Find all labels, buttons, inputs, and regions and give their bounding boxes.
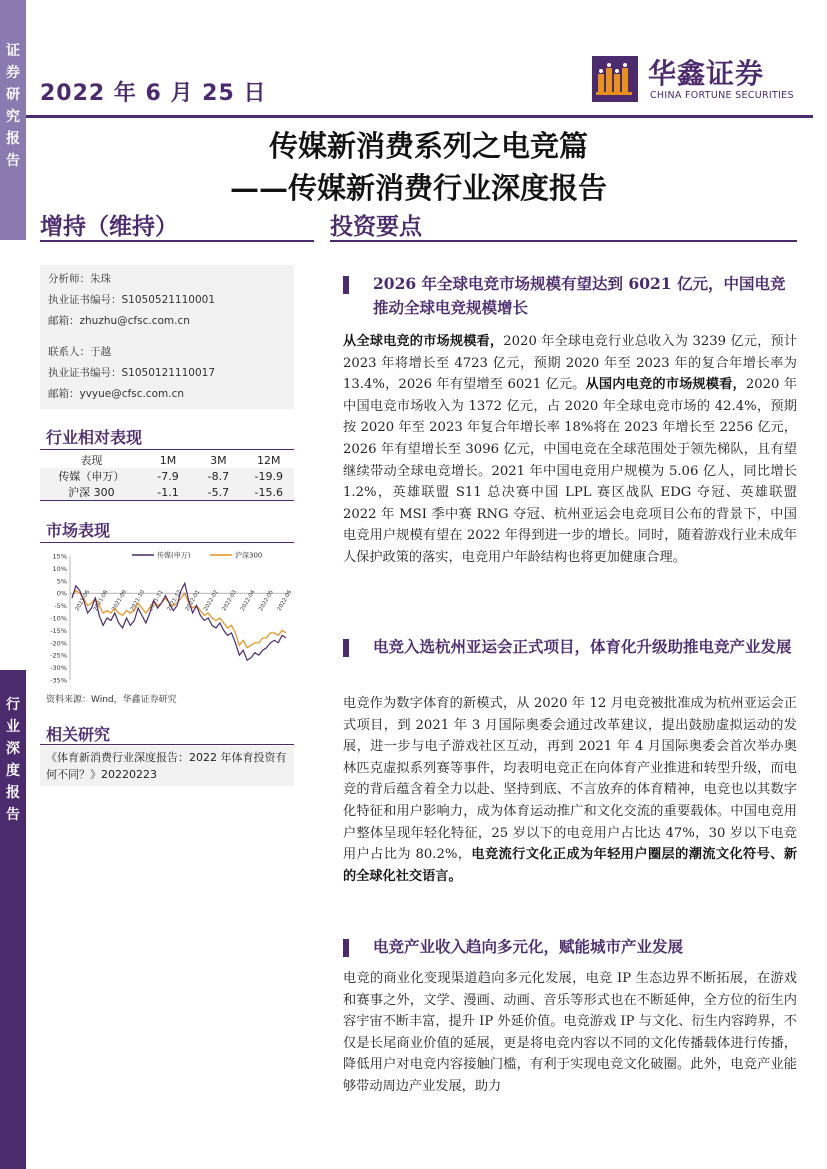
key-points-heading: 投资要点 — [330, 213, 422, 240]
analyst-name: 分析师：朱珠 — [48, 273, 111, 285]
table-cell: -15.6 — [244, 484, 294, 501]
table-cell: -1.1 — [143, 484, 193, 501]
rating-underline — [40, 240, 314, 242]
bold-text-run: 电竞流行文化正成为年轻用户圈层的潮流文化符号、新的全球化社交语言。 — [343, 847, 798, 884]
table-cell: -19.9 — [244, 468, 294, 484]
section-paragraph — [343, 331, 797, 569]
y-tick-label: -30% — [50, 664, 67, 673]
x-tick-label: 2021-12 — [166, 589, 184, 613]
market-chart — [40, 548, 294, 688]
legend-label: 沪深300 — [235, 551, 263, 560]
key-points-underline — [330, 240, 797, 242]
table-row — [40, 468, 294, 484]
section-heading: 电竞入选杭州亚运会正式项目，体育化升级助推电竞产业发展 — [343, 635, 797, 659]
table-cell: -7.9 — [143, 468, 193, 484]
logo-mark-icon — [592, 56, 638, 102]
section-heading: 2026 年全球电竞市场规模有望达到 6021 亿元，中国电竞推动全球电竞规模增长 — [343, 272, 797, 320]
y-tick-label: -20% — [50, 639, 67, 648]
side-label-bottom: 行 业 深 度 报 告 — [6, 697, 20, 823]
y-tick-label: -5% — [54, 602, 67, 611]
y-tick-label: 0% — [56, 589, 67, 598]
y-tick-label: -35% — [50, 676, 67, 685]
table-header-row — [40, 452, 294, 468]
section-paragraph — [343, 693, 797, 887]
contact-cert: 执业证书编号：S1050121110017 — [48, 367, 216, 379]
market-heading: 市场表现 — [46, 521, 111, 540]
related-heading: 相关研究 — [46, 725, 111, 744]
related-research-item: 《体育新消费行业深度报告：2022 年体育投资有何不同？》20220223 — [40, 746, 294, 786]
performance-table — [40, 452, 294, 501]
text-run: 电竞作为数字体育的新模式，从 2020 年 12 月电竞被批准成为杭州亚运会正式项目，到 2021 年 3 月国际奥委会通过改革建议，提出鼓励虚拟运动的发展，进一步与电子游戏社区互动，再到 2021 年 4 月国际奥委会首次举办奥林匹克虚拟系列赛等事件，均表明电竞正在向体育产业推进和转型升级，而电竞的背后蕴含着全力以赴、坚持到底、不言放弃的体育精神，电竞也以其数字化特征和用户影响力，成为体育运动推广和文化交流的重要载体。中国电竞用户整体呈现年轻化特征，25 岁以下的电竞用户占比达 47%，30 岁以下电竞用户占比为 80.2%， — [343, 696, 797, 863]
x-tick-label: 2021-10 — [129, 589, 147, 613]
table-cell: -8.7 — [193, 468, 243, 484]
contact-name: 联系人：于越 — [48, 346, 111, 358]
contact-email: 邮箱：yvyue@cfsc.com.cn — [48, 388, 184, 400]
analyst-email: 邮箱：zhuzhu@cfsc.com.cn — [48, 315, 190, 327]
report-date: 2022 年 6 月 25 日 — [40, 81, 267, 106]
x-tick-label: 2022-04 — [239, 589, 257, 613]
x-tick-label: 2021-11 — [147, 589, 165, 613]
side-label-top: 证 券 研 究 报 告 — [6, 43, 20, 169]
section-paragraph — [343, 968, 797, 1098]
report-title: 传媒新消费系列之电竞篇 — [268, 129, 588, 163]
analyst-cert: 执业证书编号：S1050521110001 — [48, 294, 216, 306]
y-tick-label: 15% — [52, 552, 67, 561]
bold-text-run: 从国内电竞的市场规模看， — [585, 377, 746, 393]
report-subtitle: ——传媒新消费行业深度报告 — [229, 171, 607, 205]
table-header-cell: 12M — [257, 453, 281, 467]
analyst-info — [40, 265, 294, 409]
text-run: 2020 年中国电竞市场收入为 1372 亿元，占 2020 年全球电竞市场的 42.4%，预期按 2020 年至 2023 年复合年增长率 18%将在 2023 年增长至 2256 亿元，2026 年有望增长至 3096 亿元，中国电竞在全球范围处于领先梯队，且有望继续带动全球电竞增长。2021 年中国电竞用户规模为 5.06 亿人，同比增长 1.2%，英雄联盟 S11 总决赛中国 LPL 赛区战队 EDG 夺冠、英雄联盟 2022 年 MSI 季中赛 RNG 夺冠、杭州亚运会电竞项目公布的背景下，中国电竞用户规模有望在 2022 年得到进一步的增长。同时，随着游戏行业未成年人保护政策的落实，电竞用户年龄结构也将更加健康合理。 — [343, 377, 798, 565]
x-tick-label: 2022-02 — [203, 589, 220, 613]
rating: 增持（维持） — [40, 213, 178, 240]
logo-text-cn: 华鑫证券 — [648, 57, 765, 90]
logo-text-en: CHINA FORTUNE SECURITIES — [650, 90, 794, 101]
performance-heading: 行业相对表现 — [46, 428, 143, 447]
table-row — [40, 484, 294, 501]
x-tick-label: 2021-08 — [92, 589, 110, 613]
x-tick-label: 2022-05 — [258, 589, 275, 613]
x-tick-label: 2021-06 — [74, 589, 92, 613]
x-tick-label: 2022-06 — [276, 589, 294, 613]
table-cell: 沪深 300 — [40, 484, 143, 501]
legend-label: 传媒(申万) — [157, 551, 191, 560]
y-tick-label: 5% — [56, 577, 67, 586]
company-logo — [592, 52, 797, 104]
table-header-cell: 1M — [159, 453, 177, 467]
x-tick-label: 2021-09 — [111, 589, 128, 613]
header-divider — [26, 115, 813, 118]
bold-text-run: 从全球电竞的市场规模看， — [343, 334, 504, 349]
y-tick-label: -10% — [50, 614, 67, 623]
x-tick-label: 2022-03 — [221, 589, 239, 613]
market-chart-svg — [40, 548, 294, 688]
table-cell: 传媒（申万） — [40, 468, 143, 484]
text-run: 2020 年全球电竞行业总收入为 3239 亿元，预计 2023 年将增长至 4723 亿元，预期 2020 年至 2023 年的复合年增长率为 13.4%，2026 年有望增至 6021 亿元。 — [343, 334, 798, 393]
y-tick-label: -15% — [50, 626, 67, 635]
heading-bar-icon — [343, 276, 349, 294]
text-run: 电竞的商业化变现渠道趋向多元化发展，电竞 IP 生态边界不断拓展，在游戏和赛事之外，文学、漫画、动画、音乐等形式也在不断延伸，全方位的衍生内容宇宙不断丰富，提升 IP 外延价值。电竞游戏 IP 与文化、衍生内容跨界，不仅是长尾商业价值的延展，更是将电竞内容以不同的文化传播载体进行传播，降低用户对电竞内容接触门槛，有利于实现电竞文化破圈。此外，电竞产业能够带动周边产业发展，助力 — [343, 971, 797, 1094]
table-cell: -5.7 — [193, 484, 243, 501]
y-tick-label: -25% — [50, 651, 67, 660]
chart-source: 资料来源：Wind，华鑫证券研究 — [46, 695, 177, 705]
table-header-cell: 表现 — [80, 454, 103, 467]
section-heading: 电竞产业收入趋向多元化，赋能城市产业发展 — [343, 935, 797, 959]
heading-bar-icon — [343, 639, 349, 657]
x-tick-label: 2022-01 — [184, 589, 202, 613]
heading-bar-icon — [343, 939, 349, 957]
table-header-cell: 3M — [210, 453, 227, 467]
y-tick-label: 10% — [52, 564, 67, 573]
